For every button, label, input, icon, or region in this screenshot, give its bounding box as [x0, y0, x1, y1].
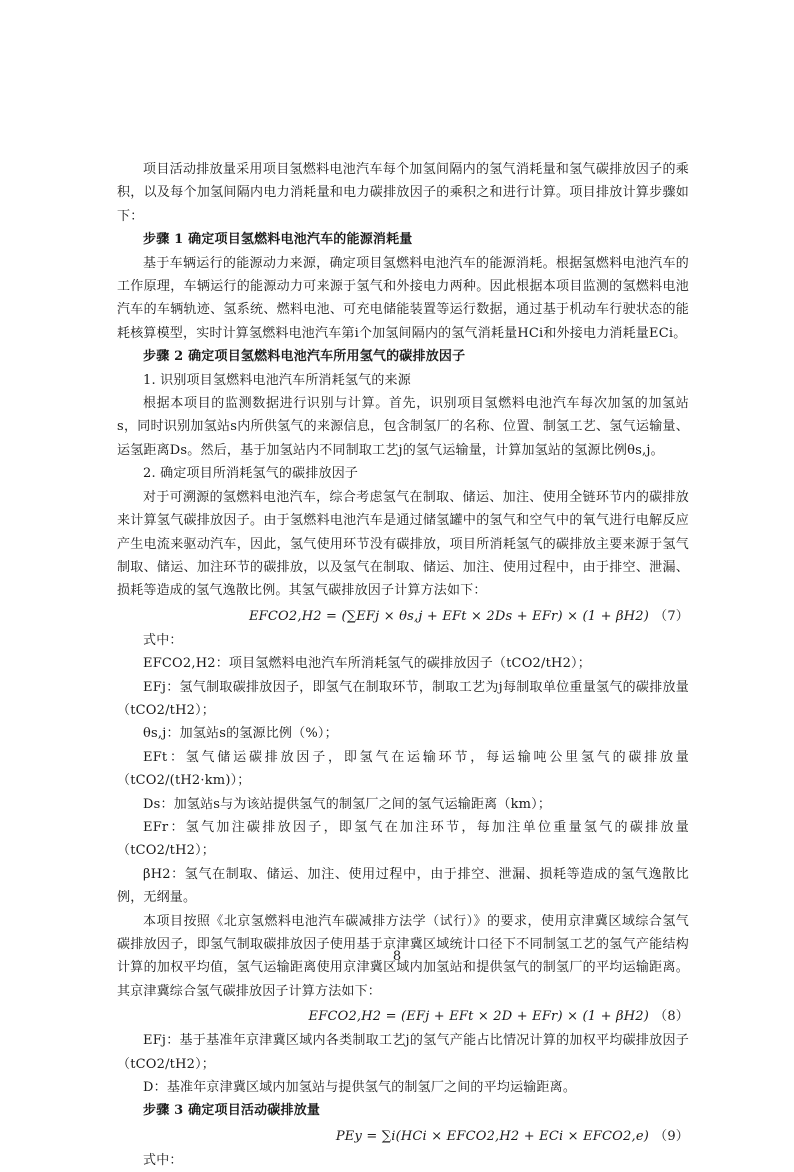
step2-subheading-1: 1. 识别项目氢燃料电池汽车所消耗氢气的来源 [143, 372, 411, 388]
intro-paragraph: 项目活动排放量采用项目氢燃料电池汽车每个加氢间隔内的氢气消耗量和氢气碳排放因子的乘积，以及每个加氢间隔内电力消耗量和电力碳排放因子的乘积之和进行计算。项目排放计算步骤如下： [117, 162, 689, 224]
step2-paragraph-1: 根据本项目的监测数据进行识别与计算。首先，识别项目氢燃料电池汽车每次加氢的加氢站s，同时识别加氢站s内所供氢气的来源信息，包含制氢厂的名称、位置、制氢工艺、氢气运输量、运氢距离Ds。然后，基于加氢站内不同制取工艺j的氢气运输量，计算加氢站的氢源比例θs,j。 [117, 396, 689, 458]
formula-7-expression: EFCO2,H2 = (∑EFj × θs,j + EFt × 2Ds + EFr) × (1 + βH2) [248, 608, 649, 624]
step2-heading: 步骤 2 确定项目氢燃料电池汽车所用氢气的碳排放因子 [143, 349, 466, 365]
step1-heading: 步骤 1 确定项目氢燃料电池汽车的能源消耗量 [143, 232, 413, 248]
formula-9-number: （9） [654, 1128, 689, 1144]
page-number: 8 [392, 949, 402, 964]
definition-efj: EFj：氢气制取碳排放因子，即氢气在制取环节，制取工艺为j每制取单位重量氢气的碳排放量（tCO2/tH2）； [117, 679, 689, 718]
step2-paragraph-2: 对于可溯源的氢燃料电池汽车，综合考虑氢气在制取、储运、加注、使用全链环节内的碳排放来计算氢气碳排放因子。由于氢燃料电池汽车是通过储氢罐中的氢气和空气中的氧气进行电解反应产生电流来驱动汽车，因此，氢气使用环节没有碳排放，项目所消耗氢气的碳排放主要来源于氢气制取、储运、加注环节的碳排放，以及氢气在制取、储运、加注、使用过程中，由于排空、泄漏、损耗等造成的氢气逸散比例。其氢气碳排放因子计算方法如下： [117, 489, 689, 599]
document-body [117, 158, 689, 1172]
where-label-1: 式中： [143, 632, 183, 648]
definition-ds: Ds：加氢站s与为该站提供氢气的制氢厂之间的氢气运输距离（km）； [143, 796, 552, 812]
beijing-paragraph: 本项目按照《北京氢燃料电池汽车碳减排方法学（试行）》的要求，使用京津冀区域综合氢气碳排放因子，即氢气制取碳排放因子使用基于京津冀区域统计口径下不同制氢工艺的氢气产能结构计算的加权平均值，氢气运输距离使用京津冀区域内加氢站和提供氢气的制氢厂的平均运输距离。其京津冀综合氢气碳排放因子计算方法如下： [117, 913, 689, 999]
where-label-2: 式中： [143, 1152, 183, 1168]
step1-paragraph: 基于车辆运行的能源动力来源，确定项目氢燃料电池汽车的能源消耗。根据氢燃料电池汽车的工作原理，车辆运行的能源动力可来源于氢气和外接电力两种。因此根据本项目监测的氢燃料电池汽车的车辆轨迹、氢系统、燃料电池、可充电储能装置等运行数据，通过基于机动车行驶状态的能耗核算模型，实时计算氢燃料电池汽车第i个加氢间隔内的氢气消耗量HCi和外接电力消耗量ECi。 [117, 255, 689, 341]
definition-d-bar: D：基准年京津冀区域内加氢站与提供氢气的制氢厂之间的平均运输距离。 [143, 1080, 577, 1096]
formula-9 [117, 1124, 689, 1148]
formula-8 [117, 1004, 689, 1028]
definition-eft: EFt：氢气储运碳排放因子，即氢气在运输环节，每运输吨公里氢气的碳排放量（tCO2/(tH2·km)）； [117, 749, 689, 789]
formula-7 [117, 604, 689, 628]
step3-heading: 步骤 3 确定项目活动碳排放量 [143, 1103, 321, 1119]
step2-subheading-2: 2. 确定项目所消耗氢气的碳排放因子 [143, 466, 359, 482]
definition-beta: βH2：氢气在制取、储运、加注、使用过程中，由于排空、泄漏、损耗等造成的氢气逸散比例，无纲量。 [117, 866, 689, 906]
definition-efj-bar: EFj：基于基准年京津冀区域内各类制取工艺j的氢气产能占比情况计算的加权平均碳排放因子（tCO2/tH2）； [117, 1033, 689, 1072]
formula-8-expression: EFCO2,H2 = (EFj + EFt × 2D + EFr) × (1 + βH2) [308, 1009, 649, 1025]
definition-efr: EFr：氢气加注碳排放因子，即氢气在加注环节，每加注单位重量氢气的碳排放量（tCO2/tH2）； [117, 819, 689, 859]
formula-8-number: （8） [654, 1009, 689, 1025]
formula-7-number: （7） [654, 608, 689, 624]
definition-ef-co2: EFCO2,H2：项目氢燃料电池汽车所消耗氢气的碳排放因子（tCO2/tH2）； [143, 656, 591, 672]
definition-theta: θs,j：加氢站s的氢源比例（%）； [143, 726, 338, 742]
formula-9-expression: PEy = ∑i(HCi × EFCO2,H2 + ECi × EFCO2,e) [335, 1128, 649, 1144]
